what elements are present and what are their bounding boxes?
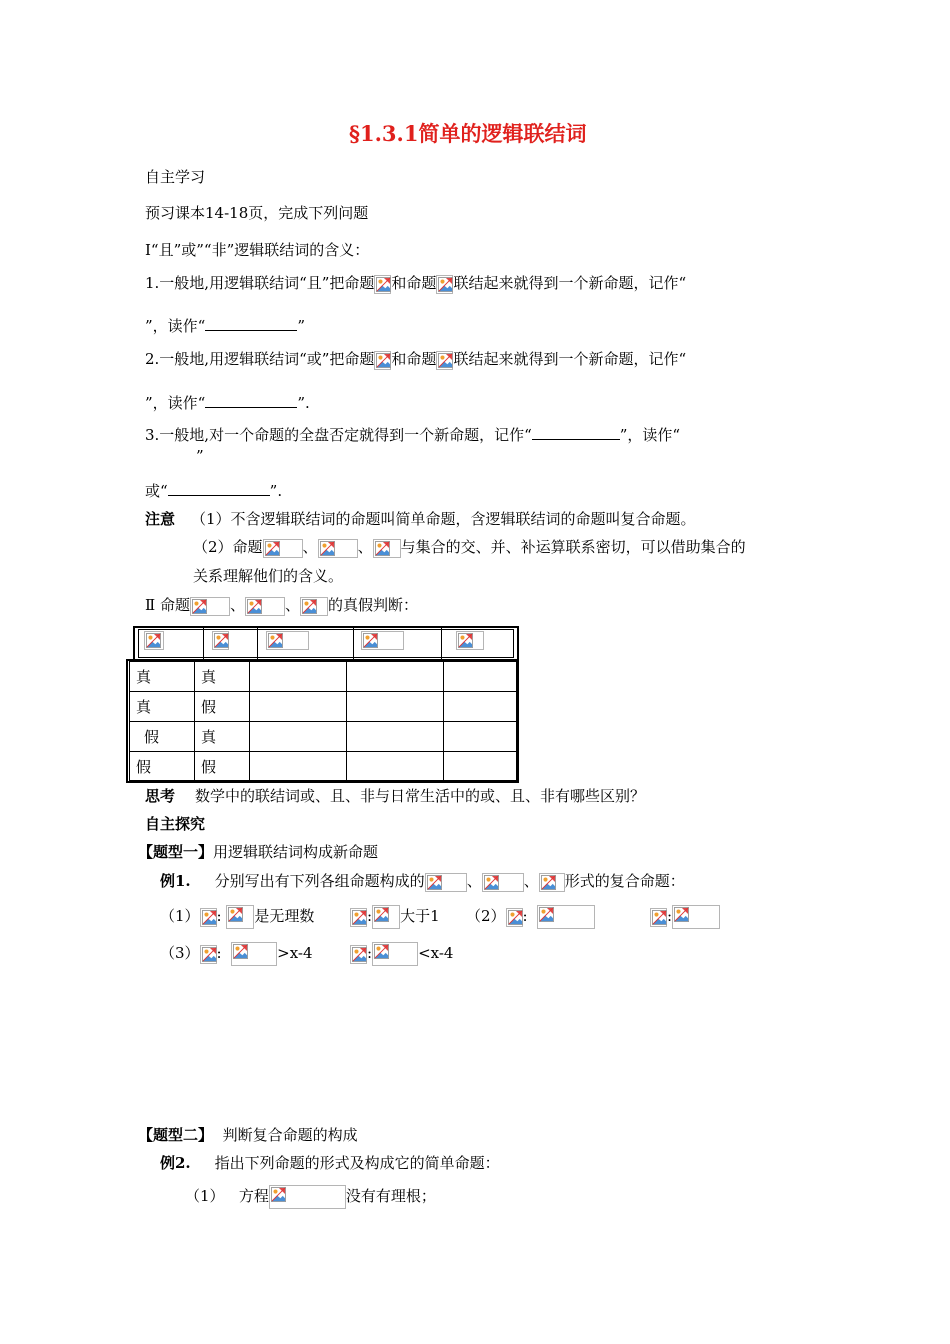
example2-text: 指出下列命题的形式及构成它的简单命题： [214,1154,500,1172]
truth-table [129,661,517,781]
type1-label: 【题型一】 [138,843,214,861]
broken-image-icon [214,633,229,648]
example1-tail: 形式的复合命题： [564,872,685,890]
item3-text-b: ”，读作“ [619,426,681,444]
answer-blank[interactable] [205,316,297,331]
colon: : [522,907,528,925]
proposition-q-image [436,351,453,370]
answer-blank[interactable] [205,393,297,408]
type2-text: 判断复合命题的构成 [222,1126,358,1144]
example1-sub2-q [650,905,720,929]
item2-text-a: 2.一般地,用逻辑联结词“或”把命题 [145,350,375,368]
colon: : [216,944,222,962]
answer-blank[interactable] [168,481,270,496]
type2-label: 【题型二】 [138,1126,214,1144]
example1-line [160,871,685,892]
broken-image-icon [375,541,390,556]
sub-number: （1） [160,907,200,925]
less-than-text: <x-4 [418,944,454,962]
item2-line2 [145,393,310,413]
table-cell-p: 假 [130,752,195,781]
table-cell-answer[interactable] [444,722,517,752]
truth-table-header [133,626,519,661]
sub-number: （1） [185,1187,225,1205]
note-line2-a: （2）命题 [193,538,263,556]
section-self-study: 自主学习 [145,168,206,186]
example2-line [160,1153,500,1173]
note-line1: （1）不含逻辑联结词的命题叫简单命题，含逻辑联结词的命题叫复合命题。 [191,510,696,528]
broken-image-icon [192,599,207,614]
table-cell-answer[interactable] [250,662,347,692]
q-label-image [350,945,367,964]
broken-image-icon [202,947,217,962]
broken-image-icon [363,633,378,648]
table-cell-answer[interactable] [444,662,517,692]
separator: 、 [229,596,245,614]
separator: 、 [357,538,373,556]
broken-image-icon [268,633,283,648]
separator: 、 [523,872,539,890]
item1-line2 [145,316,305,336]
think-text: 数学中的联结词或、且、非与日常生活中的或、且、非有哪些区别？ [195,787,646,805]
note-line2-b: 与集合的交、并、补运算联系密切，可以借助集合的 [400,538,746,556]
broken-image-icon [508,910,523,925]
example2-tail: 没有有理根； [345,1187,436,1205]
example1-sub3-p [160,942,313,966]
p-and-q-image [263,539,303,558]
table-cell-answer[interactable] [347,752,444,781]
colon: : [367,907,373,925]
broken-image-icon [202,910,217,925]
broken-image-icon [652,910,667,925]
formula-image [672,905,720,929]
table-cell-answer[interactable] [347,722,444,752]
greater-than-1-text: 大于1 [400,907,440,925]
table-row [130,722,517,752]
greater-than-text: >x-4 [277,944,313,962]
table-cell-q: 真 [195,722,250,752]
p-label-image [506,908,523,927]
example1-sub1-p [160,905,314,929]
table-cell-p: 真 [130,692,195,722]
table-cell-answer[interactable] [347,662,444,692]
proposition-p-image [374,275,391,294]
broken-image-icon [674,907,689,922]
type1-text: 用逻辑联结词构成新命题 [213,843,379,861]
not-p-image [373,539,401,558]
broken-image-icon [438,277,453,292]
separator: 、 [284,596,300,614]
p-label-image [200,908,217,927]
broken-image-icon [427,875,442,890]
page-title: §1.3.1简单的逻辑联结词 [349,121,587,146]
item3-line [145,425,680,445]
item3-line2 [145,481,282,501]
explore-heading: 自主探究 [145,815,206,833]
broken-image-icon [539,907,554,922]
separator: 、 [466,872,482,890]
example1-sub2-p [466,905,595,929]
broken-image-icon [352,910,367,925]
item1-line [145,273,686,294]
formula-image [372,905,400,929]
table-row [130,662,517,692]
p-header-image [144,631,164,650]
example2-sub1 [185,1185,436,1209]
item3-text-a: 3.一般地,对一个命题的全盘否定就得到一个新命题，记作“ [145,426,532,444]
think-label: 思考 [145,787,176,805]
equation-image [269,1185,346,1209]
colon: : [667,907,673,925]
part2-text-b: 的真假判断： [328,596,419,614]
item1-text-a: 1.一般地,用逻辑联结词“且”把命题 [145,274,375,292]
p-or-q-image [482,873,524,892]
separator: 、 [302,538,318,556]
p-or-q-image [318,539,358,558]
item2-text-d: ”，读作“ [145,394,206,412]
broken-image-icon [376,353,391,368]
broken-image-icon [146,633,161,648]
sub-number: （3） [160,944,200,962]
broken-image-icon [233,944,248,959]
example1-text: 分别写出有下列各组命题构成的 [214,872,425,890]
item3-quote: ” [196,447,204,465]
equation-text: 方程 [238,1187,269,1205]
broken-image-icon [374,907,389,922]
table-cell-p: 真 [130,662,195,692]
table-cell-answer[interactable] [250,752,347,781]
table-row [130,692,517,722]
p-or-q-image [245,597,285,616]
item2-text-b: 和命题 [391,350,437,368]
p-label-image [200,945,217,964]
table-cell-q: 假 [195,692,250,722]
item2-text-c: 联结起来就得到一个新命题，记作“ [453,350,687,368]
broken-image-icon [265,541,280,556]
type1-heading [138,842,378,862]
formula-image [372,942,418,966]
p-or-q-header-image [361,631,404,650]
proposition-p-image [374,351,391,370]
example1-sub1-q [350,905,440,929]
table-cell-answer[interactable] [444,752,517,781]
formula-image [226,905,254,929]
table-cell-q: 真 [195,662,250,692]
note-line3: 关系理解他们的含义。 [193,567,344,585]
irrational-text: 是无理数 [254,907,315,925]
q-header-image [212,631,229,650]
broken-image-icon [320,541,335,556]
broken-image-icon [271,1187,286,1202]
note-label: 注意 [145,510,176,528]
broken-image-icon [541,875,556,890]
example1-sub3-q [350,942,453,966]
p-and-q-image [190,597,230,616]
table-cell-p: 假 [130,722,195,752]
item1-text-b: 和命题 [391,274,437,292]
broken-image-icon [484,875,499,890]
item1-text-c: 联结起来就得到一个新命题，记作“ [453,274,687,292]
not-p-header-image [456,631,484,650]
broken-image-icon [352,947,367,962]
item1-text-e: ” [297,317,306,335]
broken-image-icon [376,277,391,292]
q-label-image [350,908,367,927]
table-cell-q: 假 [195,752,250,781]
colon: : [367,944,373,962]
broken-image-icon [438,353,453,368]
table-row [130,752,517,781]
part2-heading [145,595,418,616]
sub-number: （2） [466,907,506,925]
p-and-q-image [425,873,467,892]
item3-text-e: ”. [269,482,283,500]
table-cell-answer[interactable] [250,722,347,752]
table-cell-answer[interactable] [444,692,517,722]
broken-image-icon [247,599,262,614]
broken-image-icon [302,599,317,614]
colon: : [216,907,222,925]
note-line2 [193,537,746,558]
not-p-image [539,873,565,892]
part2-text-a: Ⅱ 命题 [145,596,190,614]
item2-line [145,349,686,370]
type2-heading [138,1125,358,1145]
item3-text-d: 或“ [145,482,168,500]
q-label-image [650,908,667,927]
broken-image-icon [374,944,389,959]
formula-image [537,905,595,929]
not-p-image [300,597,328,616]
formula-image [231,942,277,966]
p-and-q-header-image [266,631,309,650]
proposition-q-image [436,275,453,294]
table-cell-answer[interactable] [347,692,444,722]
answer-blank[interactable] [532,425,620,440]
table-cell-answer[interactable] [250,692,347,722]
item1-text-d: ”，读作“ [145,317,206,335]
preview-instruction: 预习课本14-18页，完成下列问题 [145,204,369,222]
item2-text-e: ”. [297,394,310,412]
example1-label: 例1. [160,872,191,890]
part1-heading: Ⅰ“且”或”“非”逻辑联结词的含义： [145,241,370,259]
broken-image-icon [228,907,243,922]
broken-image-icon [458,633,473,648]
example2-label: 例2. [160,1154,191,1172]
